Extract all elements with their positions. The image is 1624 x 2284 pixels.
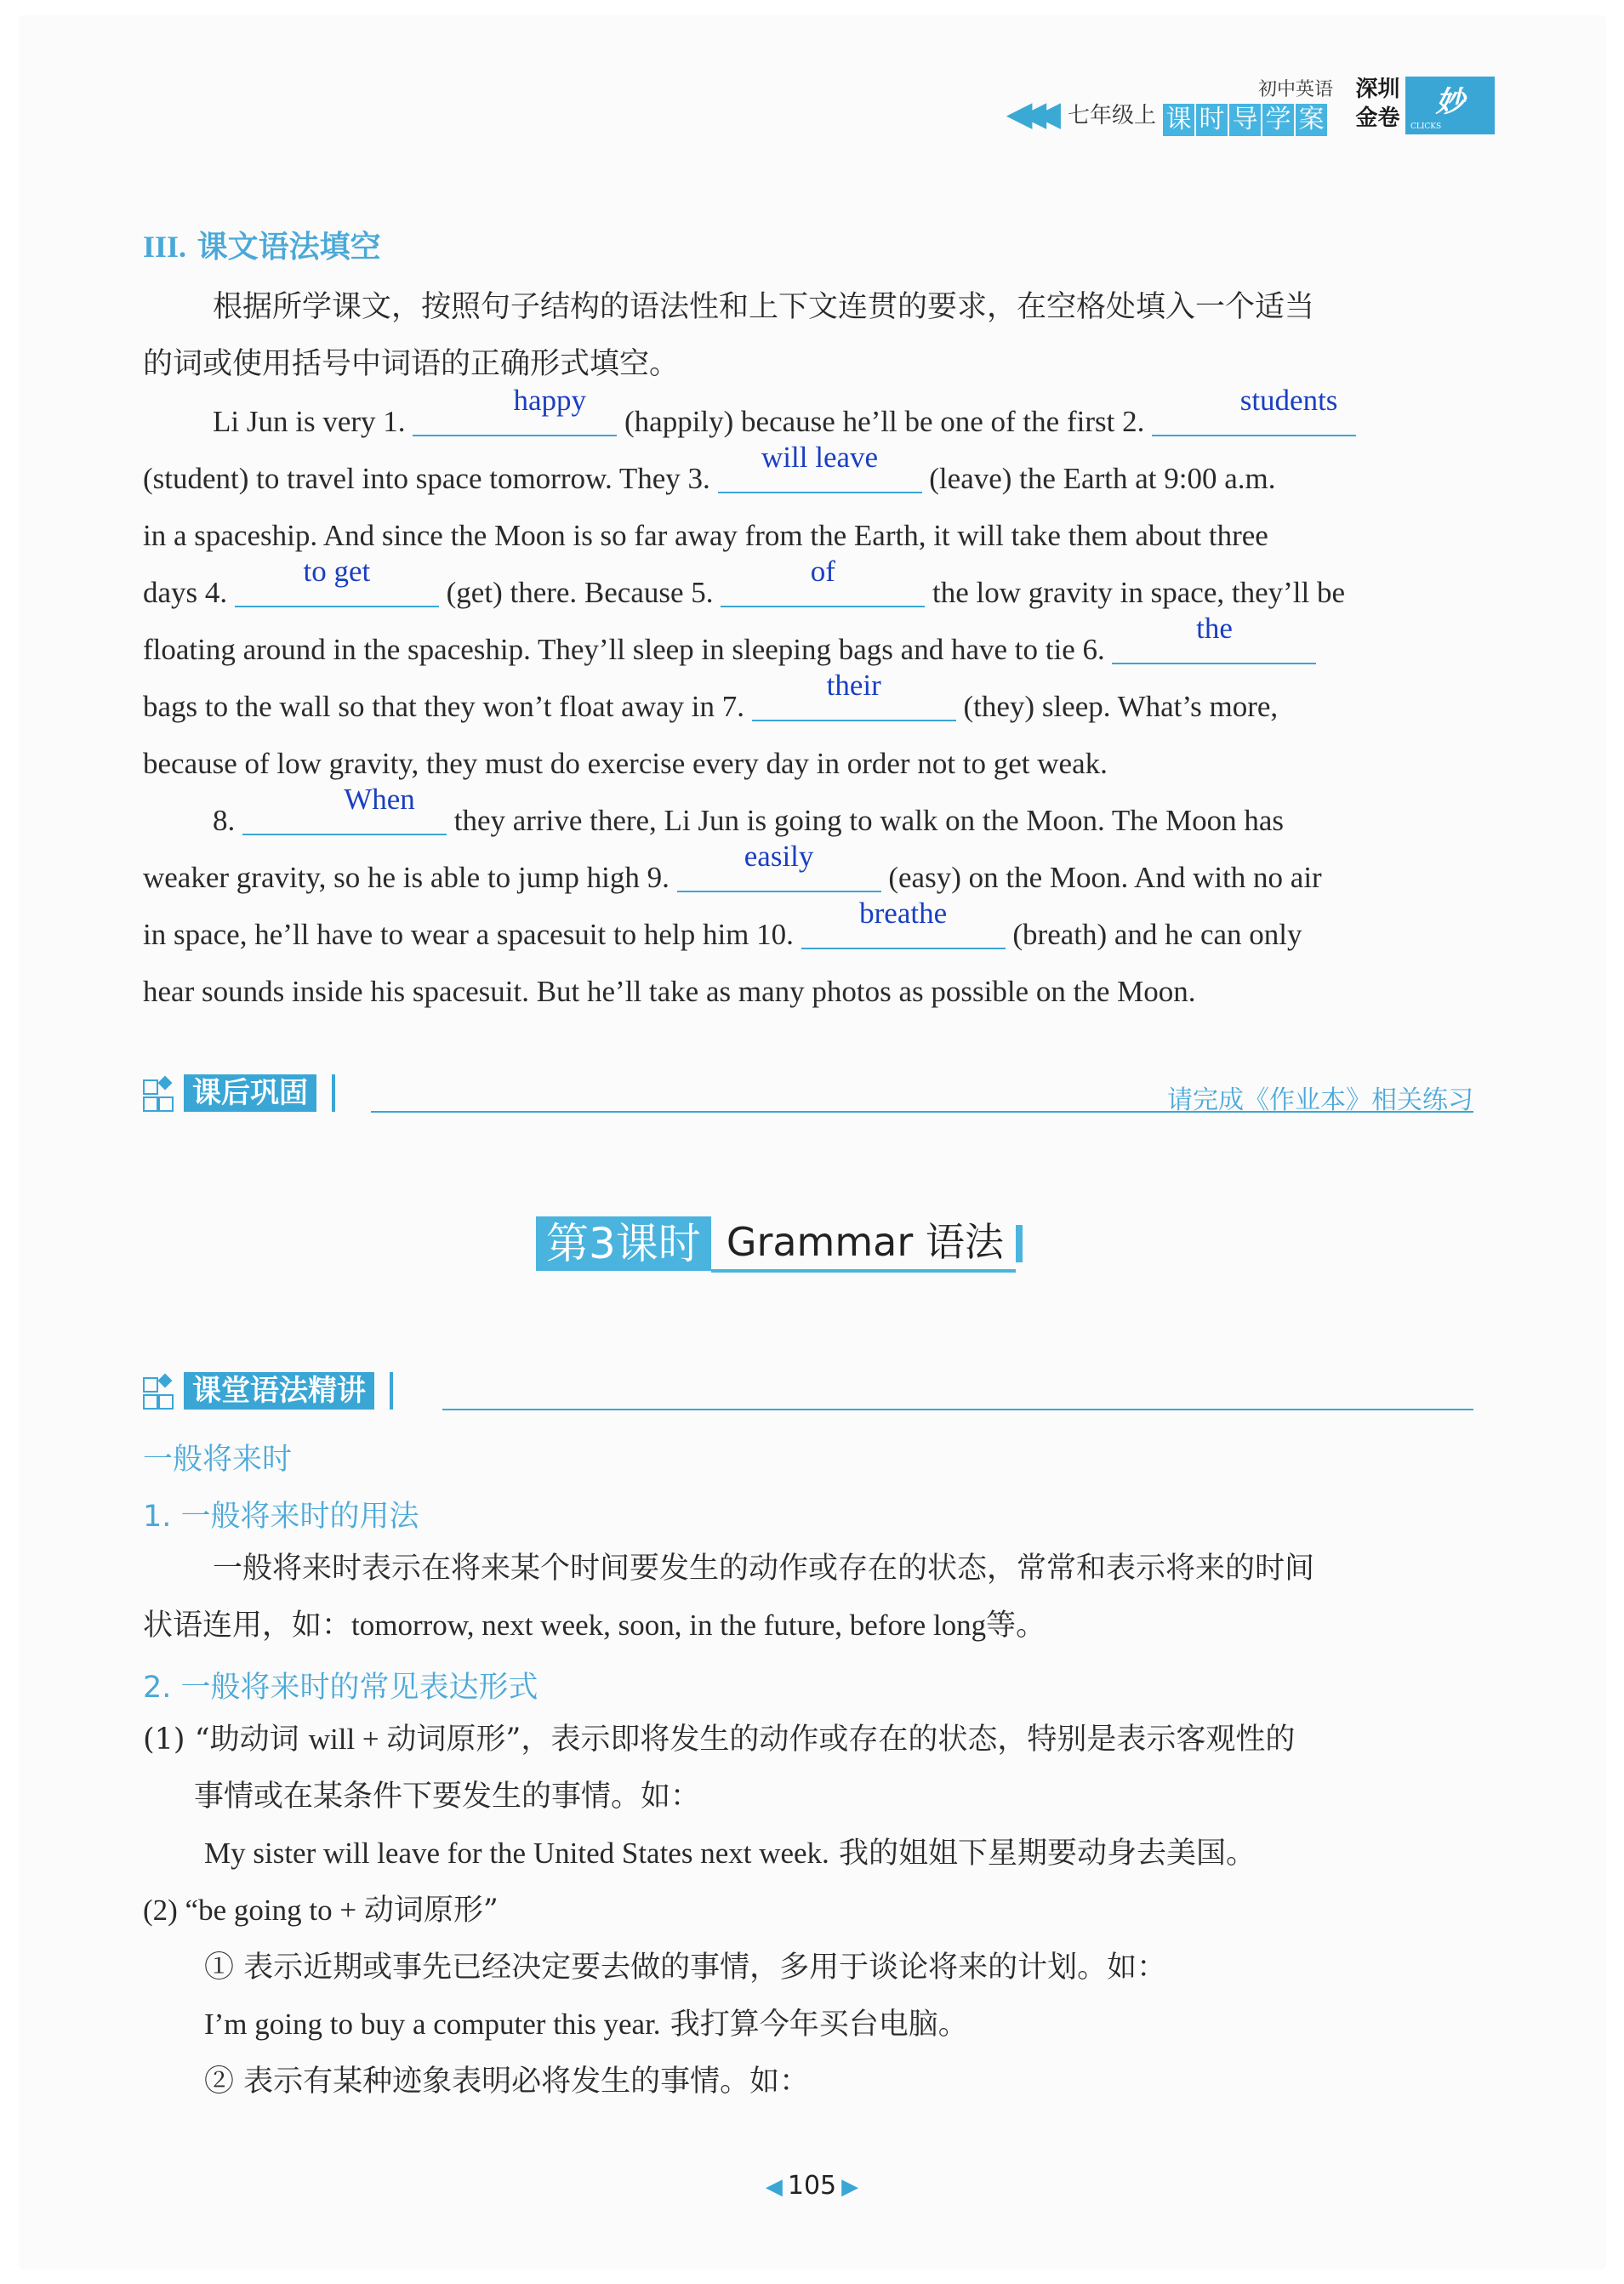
passage-text: (breath) and he can only [1012, 918, 1302, 951]
answer-text: to get [303, 555, 371, 588]
answer-text: happy [513, 384, 587, 417]
example-sentence [204, 2006, 968, 2043]
answer-text: the [1196, 612, 1233, 645]
brand-line-1: 深圳 [1355, 77, 1400, 102]
section-title: 课文语法填空 [197, 230, 381, 265]
header-title [1163, 104, 1329, 136]
example-sentence [204, 1835, 1256, 1872]
squares-icon [143, 1374, 177, 1408]
example-chinese: 我打算今年买台电脑。 [670, 2008, 968, 2042]
banner-divider [390, 1372, 393, 1410]
header-grade: 七年级上 [1067, 103, 1156, 128]
answer-text: will leave [761, 441, 879, 474]
brand-line-2: 金卷 [1355, 105, 1400, 131]
page-number-text: 105 [787, 2171, 837, 2201]
after-class-banner [143, 1074, 335, 1113]
grammar-text-part: (2) “be going to + [143, 1894, 364, 1927]
banner-divider [332, 1074, 335, 1112]
grammar-item [143, 1721, 1295, 1758]
passage-text: (leave) the Earth at 9:00 a.m. [929, 462, 1276, 495]
passage-text: (student) to travel into space tomorrow. They 3. [143, 462, 710, 495]
squares-icon [143, 1076, 177, 1110]
instruction-line: 根据所学课文，按照句子结构的语法性和上下文连贯的要求，在空格处填入一个适当 [213, 290, 1315, 324]
passage-text: they arrive there, Li Jun is going to walk on the Moon. The Moon has [453, 804, 1285, 837]
passage-line: in a spaceship. And since the Moon is so far away from the Earth, it will take them about three [143, 519, 1268, 552]
answer-text: easily [744, 840, 814, 873]
section-heading [143, 223, 381, 266]
answer-text: breathe [859, 897, 948, 930]
example-english: My sister will leave for the United States next week. [204, 1837, 829, 1870]
passage-text: (happily) because he’ll be one of the first 2. [624, 405, 1145, 438]
page-header [1006, 75, 1495, 136]
header-title-block [1163, 75, 1495, 136]
passage-text: the low gravity in space, they’ll be [932, 576, 1346, 609]
passage-text: (get) there. Because 5. [446, 576, 714, 609]
header-brand [1354, 75, 1401, 136]
grammar-text: 一般将来时表示在将来某个时间要发生的动作或存在的状态，常常和表示将来的时间 [213, 1552, 1315, 1586]
answer-blank-3[interactable] [718, 441, 922, 493]
grammar-banner [143, 1371, 393, 1410]
passage-text: in space, he’ll have to wear a spacesuit to help him 10. [143, 918, 794, 951]
grammar-text-part: 动词原形” [363, 1894, 499, 1928]
grammar-text-part: 状语连用，如： [143, 1609, 352, 1643]
answer-blank-10[interactable] [801, 897, 1006, 949]
answer-blank-1[interactable] [413, 384, 617, 436]
grammar-topic: 一般将来时 [143, 1443, 293, 1477]
answer-blank-2[interactable] [1152, 384, 1356, 436]
passage-line [143, 669, 1473, 735]
grammar-text-part: (1) “助动词 [143, 1723, 309, 1757]
passage-paragraph-2 [143, 783, 1473, 1020]
lesson-end-bar [1016, 1225, 1023, 1262]
left-triangle-icon: ◀ [765, 2174, 783, 2200]
grammar-text-part: 等。 [986, 1609, 1046, 1643]
page-number [0, 2171, 1624, 2201]
header-title-char: 案 [1296, 104, 1327, 136]
grammar-text-part: will + [308, 1723, 387, 1756]
grammar-text: 事情或在某条件下要发生的事情。如： [194, 1780, 701, 1814]
triple-arrow-icon: ◀◀◀ [1006, 94, 1049, 134]
answer-text: students [1239, 384, 1338, 417]
passage-text: 8. [213, 804, 236, 837]
passage-text: Li Jun is very 1. [213, 405, 406, 438]
brand-logo [1405, 77, 1495, 134]
answer-blank-5[interactable] [721, 555, 925, 607]
passage-text: bags to the wall so that they won’t float away in 7. [143, 690, 744, 723]
grammar-item [143, 1892, 499, 1929]
answer-blank-7[interactable] [752, 669, 956, 721]
section-numeral: III. [143, 230, 187, 264]
passage-text: floating around in the spaceship. They’ll sleep in sleeping bags and have to tie 6. [143, 633, 1105, 666]
logo-small-text: CLICKS [1410, 122, 1442, 131]
passage-text: (easy) on the Moon. And with no air [888, 861, 1322, 894]
passage-line [143, 897, 1473, 963]
passage-line [143, 441, 1473, 507]
header-title-char: 时 [1196, 104, 1228, 136]
header-title-char: 课 [1163, 104, 1194, 136]
answer-blank-6[interactable] [1112, 612, 1316, 664]
passage-text: (they) sleep. What’s more, [963, 690, 1279, 723]
instruction [143, 279, 1473, 393]
grammar-text: ① 表示近期或事先已经决定要去做的事情，多用于谈论将来的计划。如： [204, 1951, 1167, 1985]
header-title-char: 导 [1229, 104, 1261, 136]
example-english: I’m going to buy a computer this year. [204, 2008, 661, 2041]
grammar-text [143, 1607, 1046, 1644]
passage-line: hear sounds inside his spacesuit. But he’ll take as many photos as possible on the Moon. [143, 975, 1196, 1008]
answer-blank-4[interactable] [235, 555, 439, 607]
passage-paragraph-1 [143, 384, 1473, 792]
answer-text: their [826, 669, 881, 702]
passage-line: because of low gravity, they must do exercise every day in order not to get weak. [143, 747, 1108, 780]
grammar-subheading: 2. 一般将来时的常见表达形式 [143, 1671, 538, 1705]
passage-text: days 4. [143, 576, 228, 609]
grammar-subheading: 1. 一般将来时的用法 [143, 1500, 419, 1534]
answer-blank-8[interactable] [242, 783, 447, 835]
header-subject: 初中英语 [1257, 79, 1333, 100]
workbook-note: 请完成《作业本》相关练习 [1167, 1085, 1473, 1115]
lesson-number: 第3课时 [536, 1216, 711, 1271]
right-triangle-icon: ▶ [841, 2174, 859, 2200]
grammar-text-part: tomorrow, next week, soon, in the future, before long [351, 1609, 987, 1642]
lesson-name: Grammar 语法 [711, 1215, 1016, 1273]
passage-text: weaker gravity, so he is able to jump high 9. [143, 861, 670, 894]
logo-text: 妙 [1435, 85, 1465, 119]
header-title-char: 学 [1262, 104, 1294, 136]
lesson-title [536, 1215, 1023, 1273]
answer-text: When [344, 783, 415, 816]
grammar-text-part: 动词原形”，表示即将发生的动作或存在的状态，特别是表示客观性的 [386, 1723, 1296, 1757]
banner-label: 课堂语法精讲 [184, 1372, 374, 1410]
answer-blank-9[interactable] [677, 840, 881, 892]
banner-rule [442, 1409, 1473, 1410]
instruction-line: 的词或使用括号中词语的正确形式填空。 [143, 347, 680, 381]
answer-text: of [810, 555, 835, 588]
grammar-text: ② 表示有某种迹象表明必将发生的事情。如： [204, 2065, 810, 2099]
example-chinese: 我的姐姐下星期要动身去美国。 [838, 1837, 1256, 1871]
banner-label: 课后巩固 [184, 1074, 316, 1112]
